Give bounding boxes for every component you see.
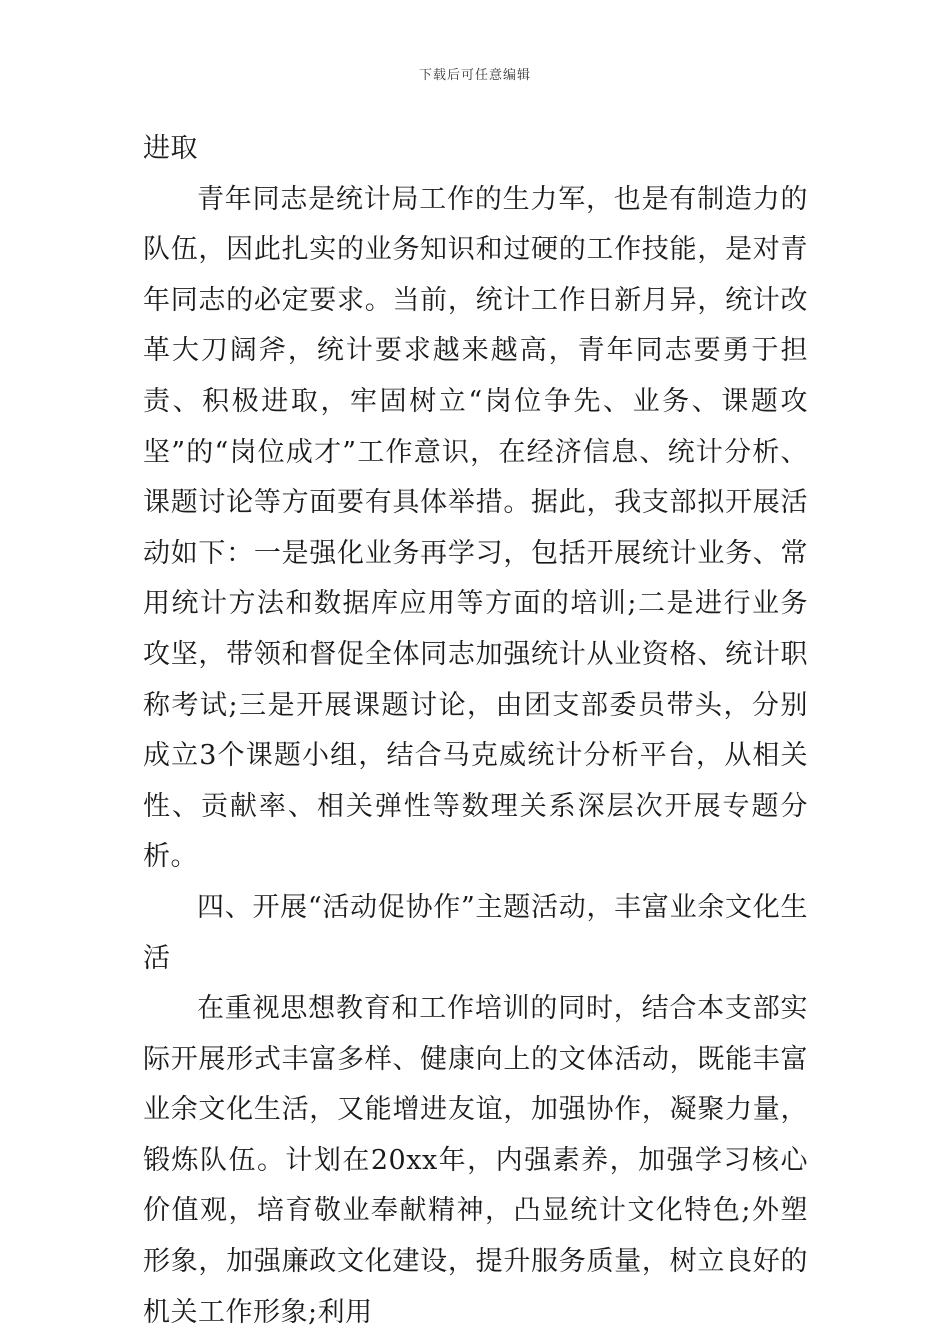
document-body [143,124,808,1338]
paragraph-continuation: 进取 [143,133,198,164]
paragraph-cultural-activities: 在重视思想教育和工作培训的同时，结合本支部实际开展形式丰富多样、健康向上的文体活动，既能丰富业余文化生活，又能增进友谊，加强协作，凝聚力量，锻炼队伍。计划在20xx年，内强素养，加强学习核心价值观，培育敬业奉献精神，凸显统计文化特色;外塑形象，加强廉政文化建设，提升服务质量，树立良好的机关工作形象;利用 [143,993,808,1328]
page-header: 下载后可任意编辑 [418,68,531,83]
paragraph-youth-work: 青年同志是统计局工作的生力军，也是有制造力的队伍，因此扎实的业务知识和过硬的工作技能，是对青年同志的必定要求。当前，统计工作日新月异，统计改革大刀阔斧，统计要求越来越高，青年同志要勇于担责、积极进取，牢固树立“岗位争先、业务、课题攻坚”的“岗位成才”工作意识，在经济信息、统计分析、课题讨论等方面要有具体举措。据此，我支部拟开展活动如下：一是强化业务再学习，包括开展统计业务、常用统计方法和数据库应用等方面的培训;二是进行业务攻坚，带领和督促全体同志加强统计从业资格、统计职称考试;三是开展课题讨论，由团支部委员带头，分别成立3个课题小组，结合马克威统计分析平台，从相关性、贡献率、相关弹性等数理关系深层次开展专题分析。 [143,183,808,873]
section-heading-four: 四、开展“活动促协作”主题活动，丰富业余文化生活 [143,891,808,974]
